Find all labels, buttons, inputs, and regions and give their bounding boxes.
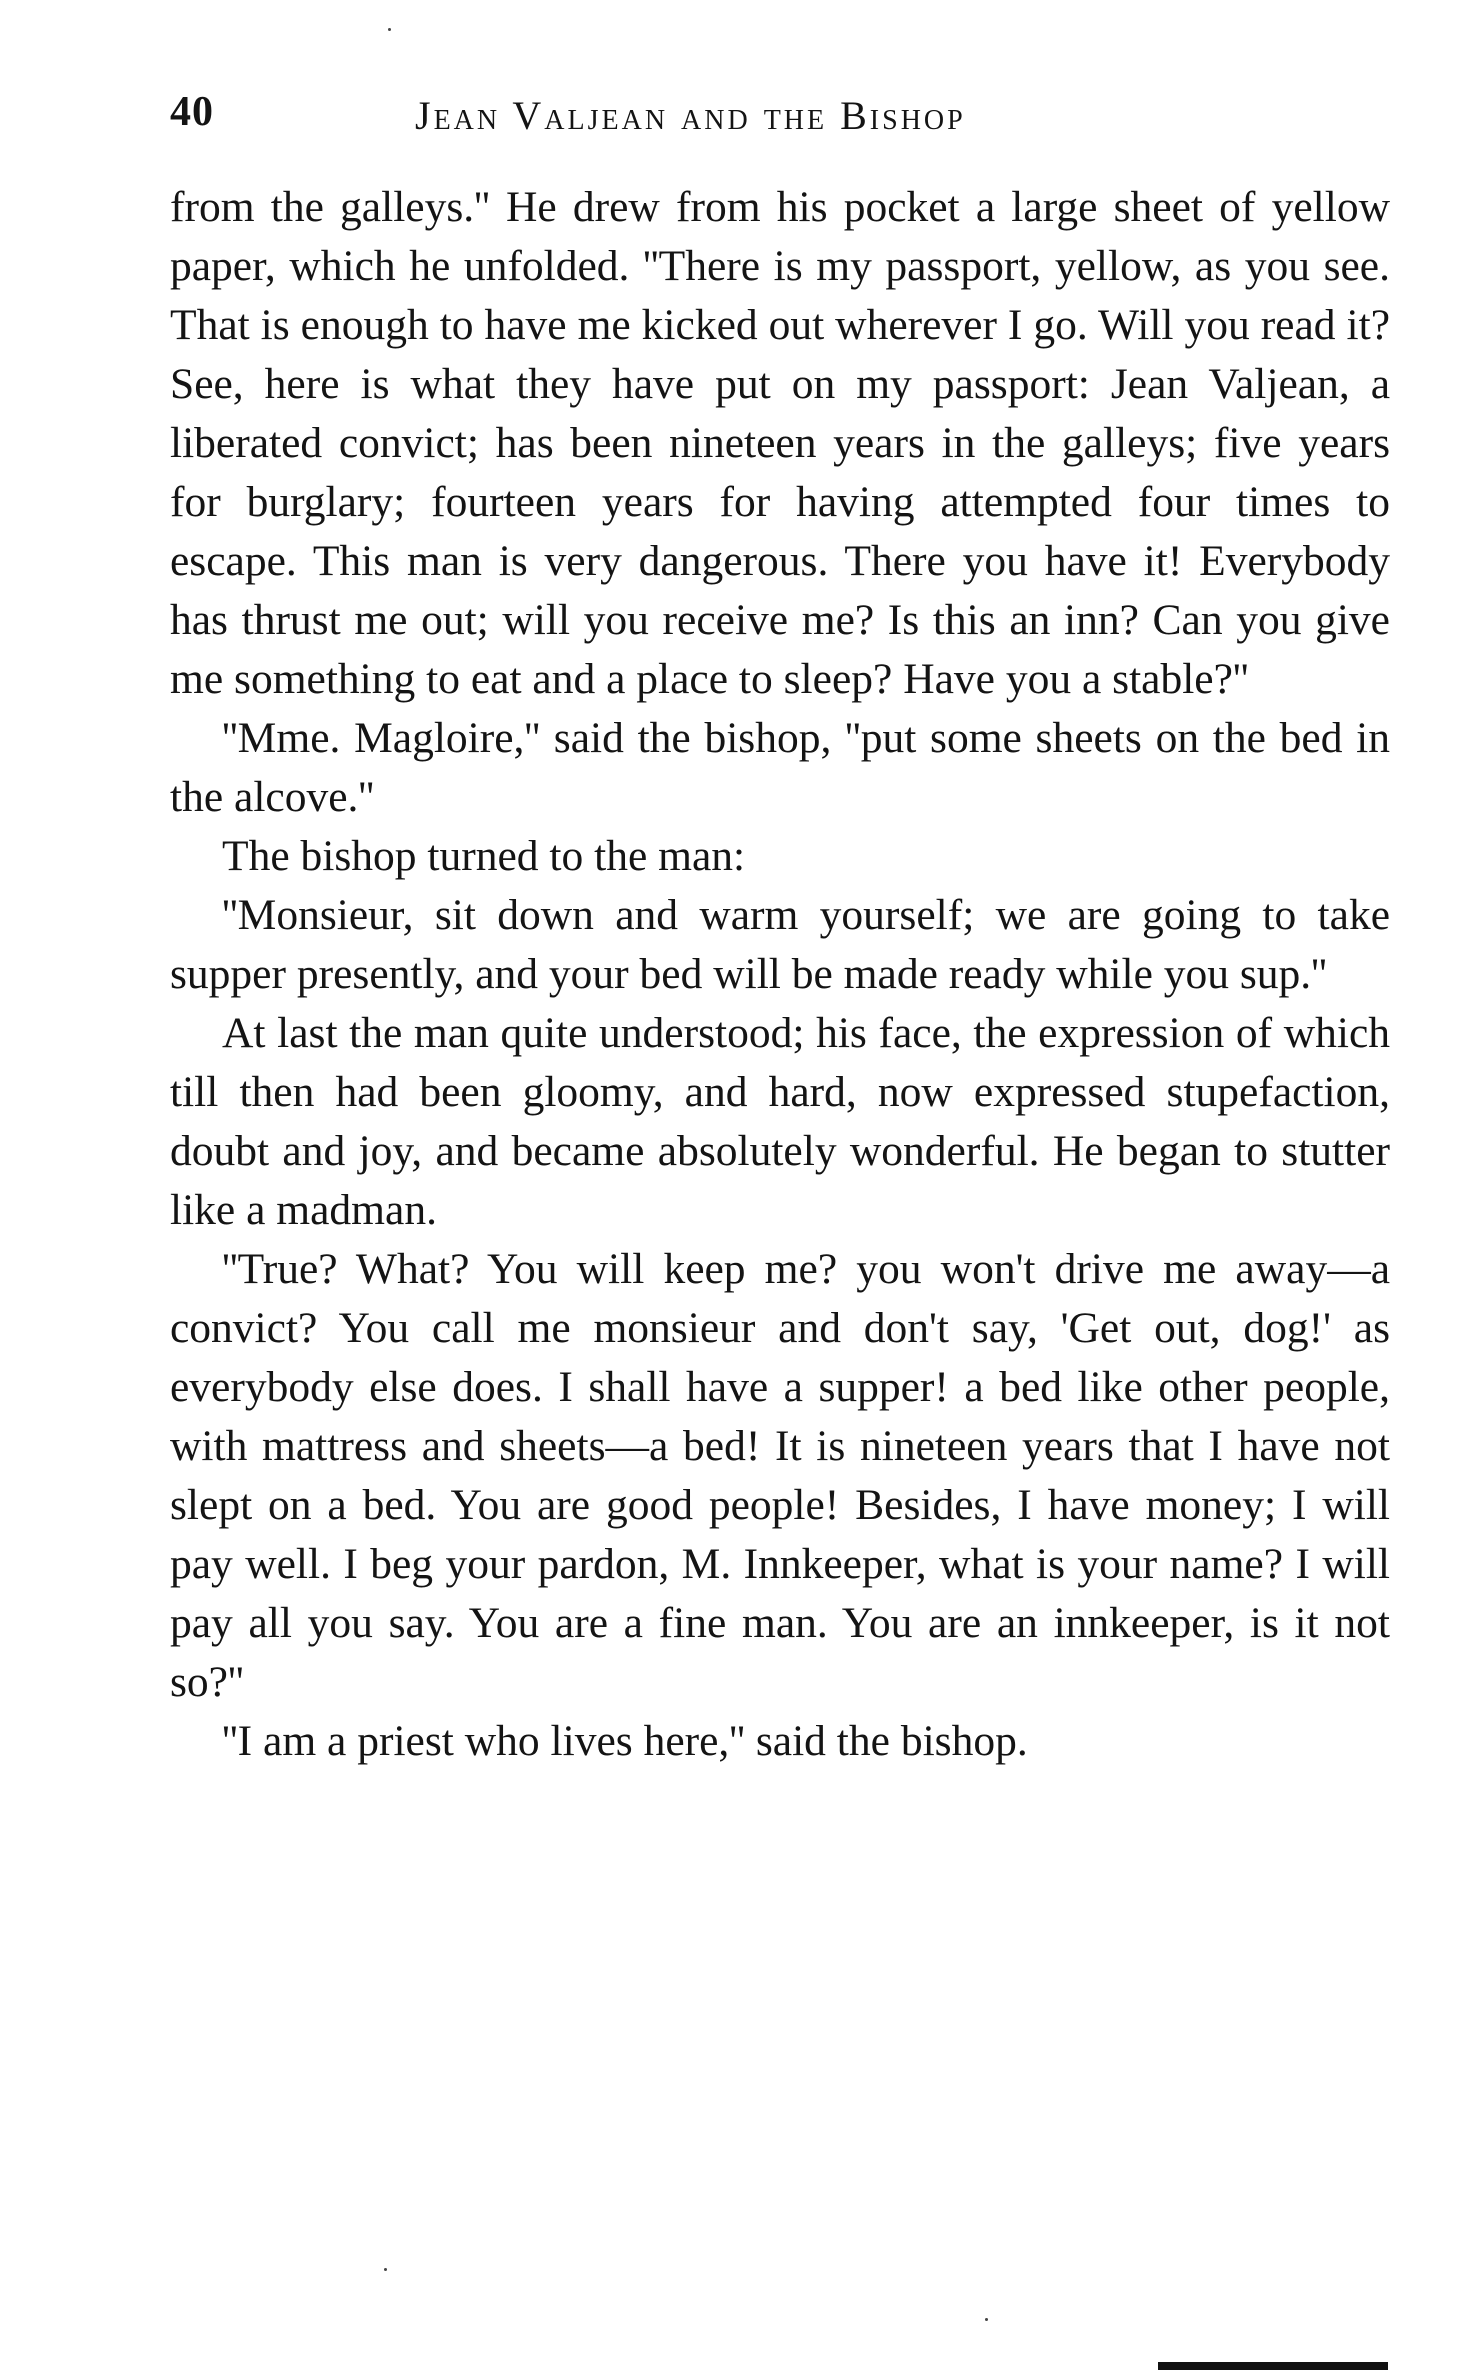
body-text — [170, 178, 1390, 1771]
paragraph-final: ''I am a priest who lives here,'' said the bishop. — [222, 1717, 1028, 1765]
paragraph: The bishop turned to the man: — [222, 832, 746, 880]
print-speck — [388, 28, 391, 31]
page-header — [170, 88, 1390, 148]
print-speck — [985, 2318, 988, 2321]
running-title: Jean Valjean and the Bishop — [415, 93, 966, 138]
paragraph: ''True? What? You will keep me? you won't drive me away—a convict? You call me monsieur and don't say, 'Get out, dog!' as everybody else does. I shall have a supper! a bed like other people, with mattress and sheets—a bed! It is nineteen years that I have not slept on a bed. You are good people! Besides, I have money; I will pay well. I beg your pardon, M. Innkeeper, what is your name? I will pay all you say. You are a fine man. You are an innkeeper, is it not so?'' — [170, 1245, 1390, 1706]
page-number: 40 — [170, 89, 214, 135]
print-speck — [384, 2268, 387, 2271]
paragraph-continuation: from the galleys.'' He drew from his pocket a large sheet of yellow paper, which he unfolded. ''There is my passport, yellow, as you see. That is enough to have me kicked out wherever I go. Will you read it? See, here is what they have put on my passport: Jean Valjean, a liberated convict; has been nineteen years in the galleys; five years for burglary; fourteen years for having attempted four times to escape. This man is very dangerous. There you have it! Everybody has thrust me out; will you receive me? Is this an inn? Can you give me something to eat and a place to sleep? Have you a stable?'' — [170, 183, 1390, 703]
paragraph: ''Mme. Magloire,'' said the bishop, ''put some sheets on the bed in the alcove.'' — [170, 714, 1390, 821]
paragraph: At last the man quite understood; his face, the expression of which till then had been gloomy, and hard, now expressed stupefaction, doubt and joy, and became absolutely wonderful. He began to stutter like a madman. — [170, 1009, 1390, 1234]
bottom-edge-mark — [1158, 2362, 1388, 2370]
paragraph: ''Monsieur, sit down and warm yourself; we are going to take supper presently, and your bed will be made ready while you sup.'' — [170, 891, 1390, 998]
